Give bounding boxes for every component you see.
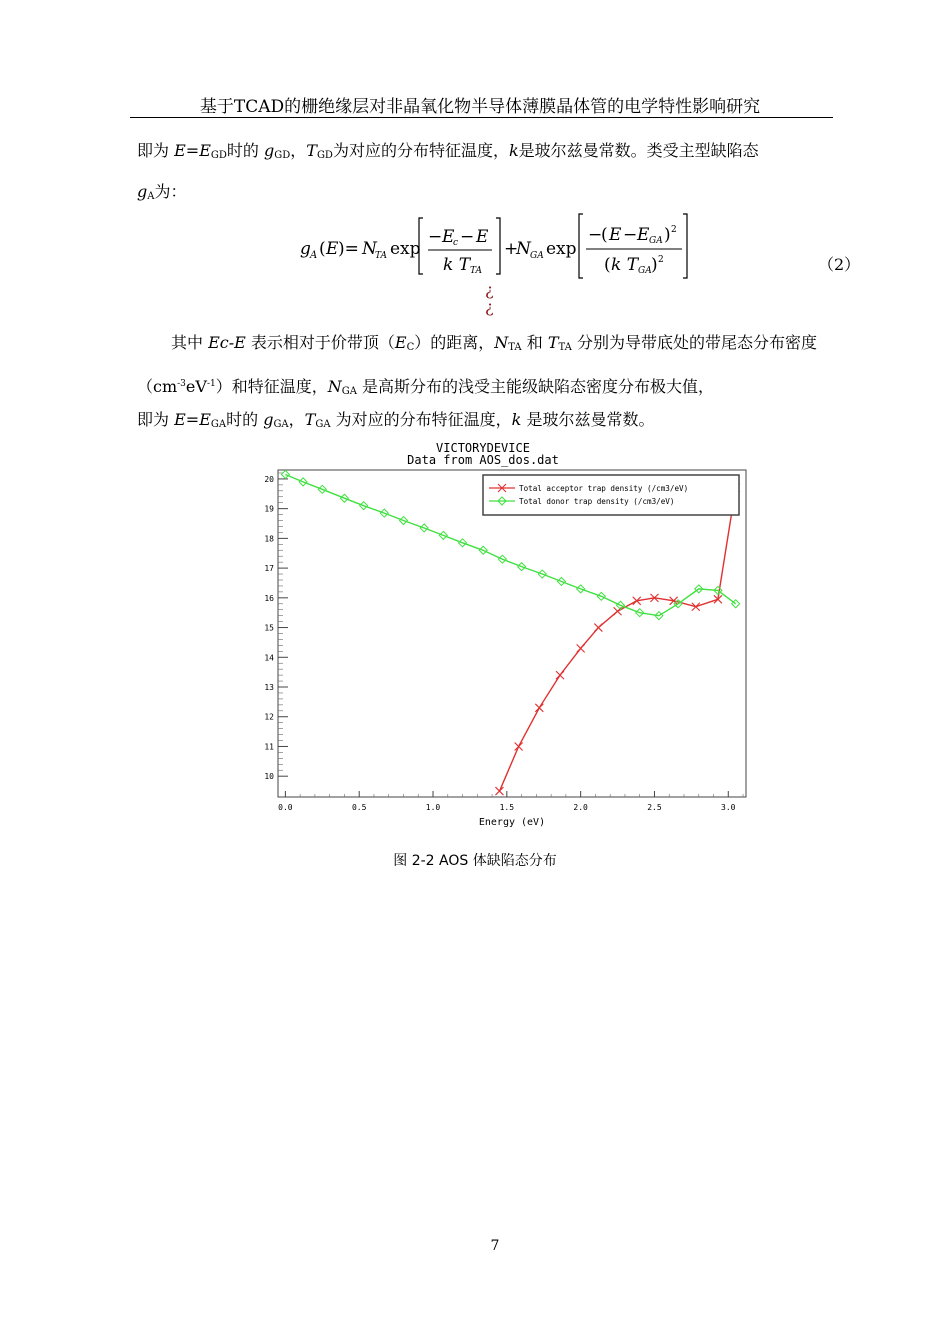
svg-text:A: A xyxy=(310,250,318,261)
x-tick-label: 1.5 xyxy=(499,803,515,812)
paragraph-3: 即为 $E=E_{GA}$时的 $g_{GA}$，$T_{GA}$ 为对应的分布特征温度，k 是玻尔兹曼常数。 xyxy=(137,410,655,430)
svg-text:(: ( xyxy=(319,239,326,259)
x-tick-label: 1.0 xyxy=(425,803,441,812)
y-tick-label: 11 xyxy=(264,742,274,752)
svg-text:−: − xyxy=(623,225,638,245)
svg-text:GA: GA xyxy=(530,251,544,261)
stray-glyph: ¿ xyxy=(485,280,494,299)
equation-number: （2） xyxy=(818,255,861,274)
svg-text:N: N xyxy=(362,239,377,259)
x-tick-label: 3.0 xyxy=(721,803,736,812)
svg-text:c: c xyxy=(453,238,459,248)
x-tick-label: 0.5 xyxy=(351,803,367,812)
chart-subtitle: Data from AOS_dos.dat xyxy=(407,453,559,467)
y-tick-label: 13 xyxy=(264,683,274,693)
svg-text:E: E xyxy=(442,227,455,247)
svg-text:k T: k T xyxy=(443,255,471,275)
svg-text:−: − xyxy=(588,225,603,245)
page-number: 7 xyxy=(490,1238,500,1254)
y-tick-label: 10 xyxy=(264,772,274,782)
stray-glyph: ¿ xyxy=(485,297,494,316)
svg-text:N: N xyxy=(516,239,531,259)
svg-text:−: − xyxy=(460,227,475,247)
data-point xyxy=(535,704,543,712)
svg-text:GA: GA xyxy=(649,236,663,246)
svg-text:)=: )= xyxy=(338,239,359,259)
y-tick-label: 18 xyxy=(264,534,274,544)
data-point xyxy=(556,671,564,679)
svg-text:): ) xyxy=(664,225,671,245)
x-tick-label: 2.0 xyxy=(573,803,588,812)
legend-entry: Total donor trap density (/cm3/eV) xyxy=(519,497,675,506)
svg-text:GA: GA xyxy=(638,266,652,276)
equation-2 xyxy=(290,212,710,282)
svg-text:exp: exp xyxy=(546,239,577,259)
paragraph-2: 其中 Ec-E 表示相对于价带顶$(E_C)$的距离，$N_{TA}$ 和 $T_{TA}$ 分别为导带底处的带尾态分布密度$(cm^{-3}eV^{-1})$和特征温度，$N_{GA}$ 是高斯分布的浅受主能级缺陷态密度分布极大值， xyxy=(137,333,817,397)
data-point xyxy=(594,624,602,632)
svg-text:−: − xyxy=(428,227,443,247)
figure-caption: 图 2-2 AOS 体缺陷态分布 xyxy=(393,853,557,869)
running-header: 基于TCAD的栅绝缘层对非晶氧化物半导体薄膜晶体管的电学特性影响研究 xyxy=(199,97,761,117)
legend-entry: Total acceptor trap density (/cm3/eV) xyxy=(519,484,689,493)
y-tick-label: 12 xyxy=(264,712,274,722)
svg-text:+: + xyxy=(504,239,519,259)
y-tick-label: 16 xyxy=(264,593,274,603)
svg-text:E: E xyxy=(637,225,650,245)
data-point xyxy=(577,644,585,652)
svg-text:TA: TA xyxy=(375,251,388,261)
header-rule xyxy=(130,117,833,118)
legend-box xyxy=(483,475,739,515)
svg-text:): ) xyxy=(651,255,658,275)
svg-text:g: g xyxy=(300,239,311,259)
svg-text:(: ( xyxy=(604,255,611,275)
svg-text:TA: TA xyxy=(470,266,483,276)
y-tick-label: 17 xyxy=(264,564,274,574)
dos-chart xyxy=(240,438,760,833)
plot-frame xyxy=(278,470,746,797)
svg-text:E: E xyxy=(609,225,622,245)
x-tick-label: 0.0 xyxy=(278,803,293,812)
data-point xyxy=(495,787,503,795)
svg-text:2: 2 xyxy=(671,225,677,235)
data-point xyxy=(281,470,289,478)
y-tick-label: 19 xyxy=(264,504,274,514)
data-point xyxy=(515,742,523,750)
svg-text:E: E xyxy=(326,239,339,259)
chart-title: VICTORYDEVICE xyxy=(436,441,530,455)
y-tick-label: 14 xyxy=(264,653,274,663)
paragraph-1: 即为 $E=E_{GD}$时的 $g_{GD}$，$T_{GD}$为对应的分布特征温度，k是玻尔兹曼常数。类受主型缺陷态 $g_A$为： xyxy=(137,141,759,202)
y-tick-label: 15 xyxy=(264,623,274,633)
svg-text:exp: exp xyxy=(390,239,421,259)
x-axis-label: Energy (eV) xyxy=(478,817,546,828)
svg-text:2: 2 xyxy=(658,255,664,265)
svg-text:k T: k T xyxy=(611,255,639,275)
svg-text:(: ( xyxy=(601,225,608,245)
data-point xyxy=(692,603,700,611)
series-line-acceptor xyxy=(500,488,736,791)
x-tick-label: 2.5 xyxy=(647,803,662,812)
y-tick-label: 20 xyxy=(264,474,274,484)
svg-text:E: E xyxy=(476,227,489,247)
